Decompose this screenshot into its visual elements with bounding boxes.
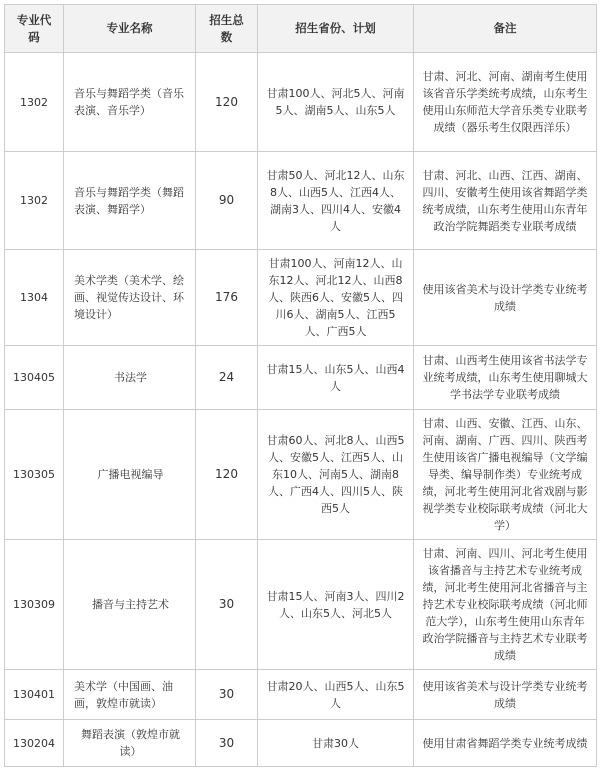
cell-province-plan: 甘肃100人、河北5人、河南5人、湖南5人、山东5人 [258, 53, 414, 152]
table-row [5, 250, 597, 346]
table-row [5, 670, 597, 720]
cell-enrollment-total: 176 [196, 250, 258, 346]
cell-remark: 使用甘肃省舞蹈学类专业统考成绩 [414, 720, 597, 767]
cell-province-plan: 甘肃15人、山东5人、山西4人 [258, 346, 414, 410]
cell-province-plan: 甘肃50人、河北12人、山东8人、山西5人、江西4人、湖南3人、四川4人、安徽4人 [258, 152, 414, 250]
cell-major-code: 1302 [5, 53, 64, 152]
cell-major-name: 书法学 [64, 346, 196, 410]
cell-remark: 甘肃、河南、四川、河北考生使用该省播音与主持艺术专业统考成绩，河北考生使用河北省播音与主持艺术专业校际联考成绩（河北师范大学），山东考生使用山东青年政治学院播音与主持艺术专业联考成绩 [414, 540, 597, 670]
cell-major-code: 1302 [5, 152, 64, 250]
table-row [5, 410, 597, 540]
cell-major-name: 音乐与舞蹈学类（舞蹈表演、舞蹈学） [64, 152, 196, 250]
cell-major-code: 130305 [5, 410, 64, 540]
cell-remark: 使用该省美术与设计学类专业统考成绩 [414, 670, 597, 720]
table-row [5, 346, 597, 410]
header-major-code: 专业代码 [5, 5, 64, 53]
cell-major-name: 美术学类（美术学、绘画、视觉传达设计、环境设计） [64, 250, 196, 346]
cell-major-code: 130309 [5, 540, 64, 670]
header-enrollment-total: 招生总数 [196, 5, 258, 53]
cell-major-name: 音乐与舞蹈学类（音乐表演、音乐学） [64, 53, 196, 152]
cell-remark: 使用该省美术与设计学类专业统考成绩 [414, 250, 597, 346]
cell-enrollment-total: 24 [196, 346, 258, 410]
cell-major-code: 1304 [5, 250, 64, 346]
cell-remark: 甘肃、河北、山西、江西、湖南、四川、安徽考生使用该省舞蹈学类统考成绩，山东考生使用山东青年政治学院舞蹈类专业联考成绩 [414, 152, 597, 250]
cell-major-code: 130401 [5, 670, 64, 720]
header-province-plan: 招生省份、计划 [258, 5, 414, 53]
cell-major-name: 美术学（中国画、油画，敦煌市就读） [64, 670, 196, 720]
cell-major-name: 播音与主持艺术 [64, 540, 196, 670]
header-remark: 备注 [414, 5, 597, 53]
table-row [5, 720, 597, 767]
cell-major-name: 广播电视编导 [64, 410, 196, 540]
table-row [5, 152, 597, 250]
cell-province-plan: 甘肃30人 [258, 720, 414, 767]
header-major-name: 专业名称 [64, 5, 196, 53]
table-row [5, 540, 597, 670]
cell-province-plan: 甘肃20人、山西5人、山东5人 [258, 670, 414, 720]
cell-enrollment-total: 120 [196, 410, 258, 540]
table-row [5, 53, 597, 152]
cell-province-plan: 甘肃15人、河南3人、四川2人、山东5人、河北5人 [258, 540, 414, 670]
cell-remark: 甘肃、山西考生使用该省书法学专业统考成绩，山东考生使用聊城大学书法学专业联考成绩 [414, 346, 597, 410]
admissions-plan-table [4, 4, 597, 767]
cell-remark: 甘肃、河北、河南、湖南考生使用该省音乐学类统考成绩，山东考生使用山东师范大学音乐类专业联考成绩（器乐考生仅限西洋乐） [414, 53, 597, 152]
cell-major-code: 130405 [5, 346, 64, 410]
cell-enrollment-total: 120 [196, 53, 258, 152]
cell-enrollment-total: 90 [196, 152, 258, 250]
admissions-table-container [4, 4, 597, 767]
cell-enrollment-total: 30 [196, 720, 258, 767]
cell-enrollment-total: 30 [196, 670, 258, 720]
cell-province-plan: 甘肃100人、河南12人、山东12人、河北12人、山西8人、陕西6人、安徽5人、四川6人、湖南5人、江西5人、广西5人 [258, 250, 414, 346]
cell-major-code: 130204 [5, 720, 64, 767]
cell-major-name: 舞蹈表演（敦煌市就读） [64, 720, 196, 767]
cell-enrollment-total: 30 [196, 540, 258, 670]
table-header-row [5, 5, 597, 53]
cell-province-plan: 甘肃60人、河北8人、山西5人、安徽5人、江西5人、山东10人、河南5人、湖南8人、广西4人、四川5人、陕西5人 [258, 410, 414, 540]
cell-remark: 甘肃、山西、安徽、江西、山东、河南、湖南、广西、四川、陕西考生使用该省广播电视编导（文学编导类、编导制作类）专业统考成绩，河北考生使用河北省戏剧与影视学类专业校际联考成绩（河北大学） [414, 410, 597, 540]
